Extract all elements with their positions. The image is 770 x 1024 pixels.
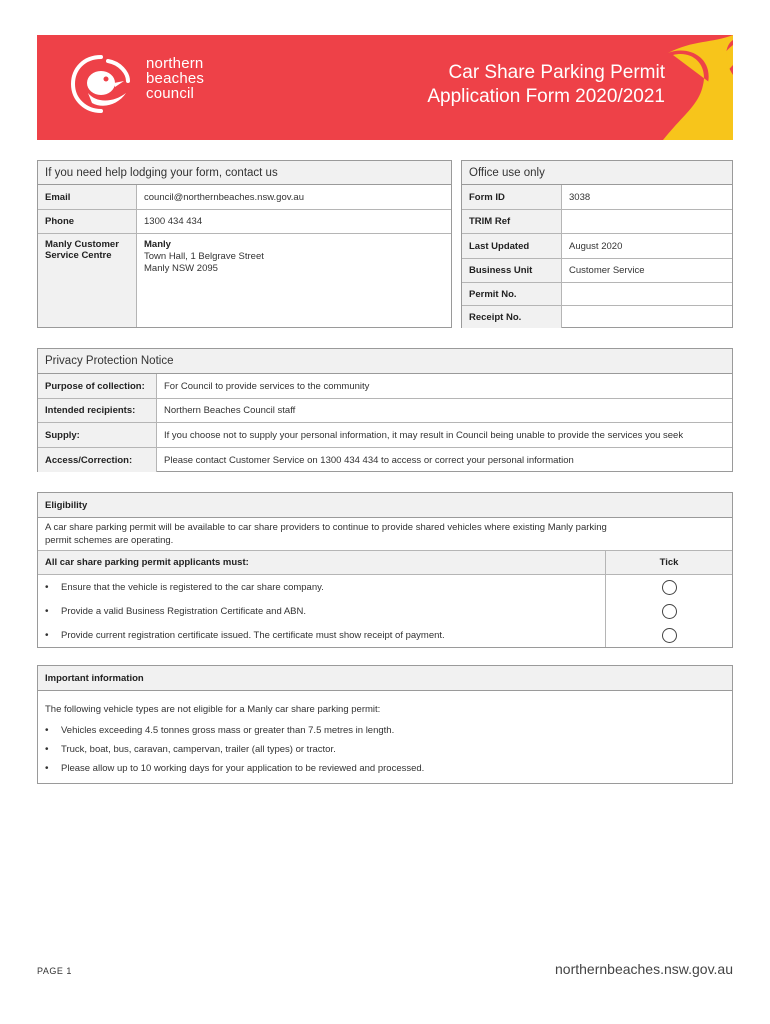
office-row	[462, 185, 732, 210]
bullet-icon: •	[45, 762, 49, 774]
privacy-row	[38, 448, 732, 472]
bullet-icon: •	[45, 724, 49, 736]
service-centre-address-line: Manly NSW 2095	[144, 263, 218, 274]
business-unit-value: Customer Service	[569, 265, 645, 276]
contact-row-email	[38, 185, 451, 210]
important-item-text: Please allow up to 10 working days for your application to be reviewed and processed.	[61, 762, 425, 774]
important-heading: Important information	[38, 666, 732, 691]
contact-row-phone	[38, 210, 451, 234]
trim-ref-label: TRIM Ref	[462, 210, 562, 233]
trim-ref-field[interactable]	[562, 210, 569, 233]
eligibility-item-text: Provide a valid Business Registration Certificate and ABN.	[61, 599, 606, 623]
permit-no-label: Permit No.	[462, 283, 562, 305]
eligibility-intro: A car share parking permit will be available to car share providers to continue to provide shared vehicles where existing Manly parking permit schemes are operating.	[38, 518, 732, 551]
permit-no-field[interactable]	[562, 283, 569, 305]
office-row	[462, 259, 732, 283]
bullet-icon: •	[45, 629, 49, 641]
important-item	[38, 721, 732, 740]
privacy-heading: Privacy Protection Notice	[38, 349, 732, 374]
tick-checkbox[interactable]	[662, 604, 677, 619]
office-row	[462, 210, 732, 234]
bullet-icon: •	[45, 743, 49, 755]
purpose-label: Purpose of collection:	[38, 374, 157, 398]
phone-label: Phone	[38, 210, 137, 233]
phone-value[interactable]: 1300 434 434	[144, 216, 203, 227]
office-row	[462, 234, 732, 259]
office-heading: Office use only	[462, 161, 732, 185]
important-item-text: Vehicles exceeding 4.5 tonnes gross mass or greater than 7.5 metres in length.	[61, 724, 395, 736]
important-item	[38, 759, 732, 778]
eligibility-item	[38, 623, 732, 647]
recipients-value: Northern Beaches Council staff	[164, 405, 296, 416]
council-logo-text	[146, 56, 204, 101]
contact-row-service-centre	[38, 234, 451, 327]
tick-checkbox[interactable]	[662, 580, 677, 595]
contact-box	[37, 160, 452, 328]
contact-heading: If you need help lodging your form, contact us	[38, 161, 451, 185]
receipt-no-field[interactable]	[562, 306, 569, 328]
last-updated-label: Last Updated	[462, 234, 562, 258]
office-row	[462, 306, 732, 328]
eligibility-item-text: Provide current registration certificate issued. The certificate must show receipt of payment.	[61, 623, 606, 647]
important-info-box	[37, 665, 733, 784]
form-title	[427, 61, 665, 109]
service-centre-address-line: Town Hall, 1 Belgrave Street	[144, 251, 264, 262]
service-centre-label: Manly Customer Service Centre	[38, 234, 137, 327]
eligibility-item-text: Ensure that the vehicle is registered to the car share company.	[61, 575, 606, 599]
applicants-must-label: All car share parking permit applicants must:	[38, 551, 606, 574]
eligibility-box	[37, 492, 733, 648]
last-updated-value: August 2020	[569, 240, 623, 252]
service-centre-name: Manly	[144, 239, 171, 250]
email-value[interactable]: council@northernbeaches.nsw.gov.au	[144, 191, 304, 203]
eligibility-item	[38, 599, 732, 623]
important-item-text: Truck, boat, bus, caravan, campervan, trailer (all types) or tractor.	[61, 743, 336, 755]
form-title-line1: Car Share Parking Permit	[448, 62, 665, 83]
privacy-notice-box	[37, 348, 733, 472]
tick-checkbox[interactable]	[662, 628, 677, 643]
receipt-no-label: Receipt No.	[462, 306, 562, 328]
business-unit-label: Business Unit	[462, 259, 562, 282]
privacy-row	[38, 399, 732, 423]
access-value: Please contact Customer Service on 1300 434 434 to access or correct your personal information	[164, 454, 574, 466]
logo-line: beaches	[146, 70, 205, 87]
privacy-row	[38, 374, 732, 399]
page-number: PAGE 1	[37, 966, 72, 976]
service-centre-value	[137, 234, 264, 327]
eligibility-list-header	[38, 551, 732, 575]
website-link[interactable]: northernbeaches.nsw.gov.au	[555, 961, 733, 977]
important-intro: The following vehicle types are not eligible for a Manly car share parking permit:	[45, 704, 381, 715]
eligibility-item	[38, 575, 732, 599]
privacy-row	[38, 423, 732, 448]
logo-line: council	[146, 85, 195, 102]
form-title-line2: Application Form 2020/2021	[427, 86, 665, 107]
important-item	[38, 740, 732, 759]
bullet-icon: •	[45, 581, 49, 593]
tick-column-label: Tick	[659, 557, 679, 568]
office-row	[462, 283, 732, 306]
supply-label: Supply:	[38, 423, 157, 447]
access-label: Access/Correction:	[38, 448, 157, 472]
eligibility-heading: Eligibility	[38, 493, 732, 518]
office-use-box	[461, 160, 733, 328]
form-id-value: 3038	[569, 191, 591, 203]
council-logo-icon	[68, 53, 134, 115]
supply-value: If you choose not to supply your personal information, it may result in Council being unable to provide the services you seek	[164, 429, 684, 441]
form-id-label: Form ID	[462, 185, 562, 209]
bullet-icon: •	[45, 605, 49, 617]
email-label: Email	[38, 185, 137, 209]
purpose-value: For Council to provide services to the community	[164, 380, 370, 392]
recipients-label: Intended recipients:	[38, 399, 157, 422]
logo-line: northern	[146, 55, 204, 72]
